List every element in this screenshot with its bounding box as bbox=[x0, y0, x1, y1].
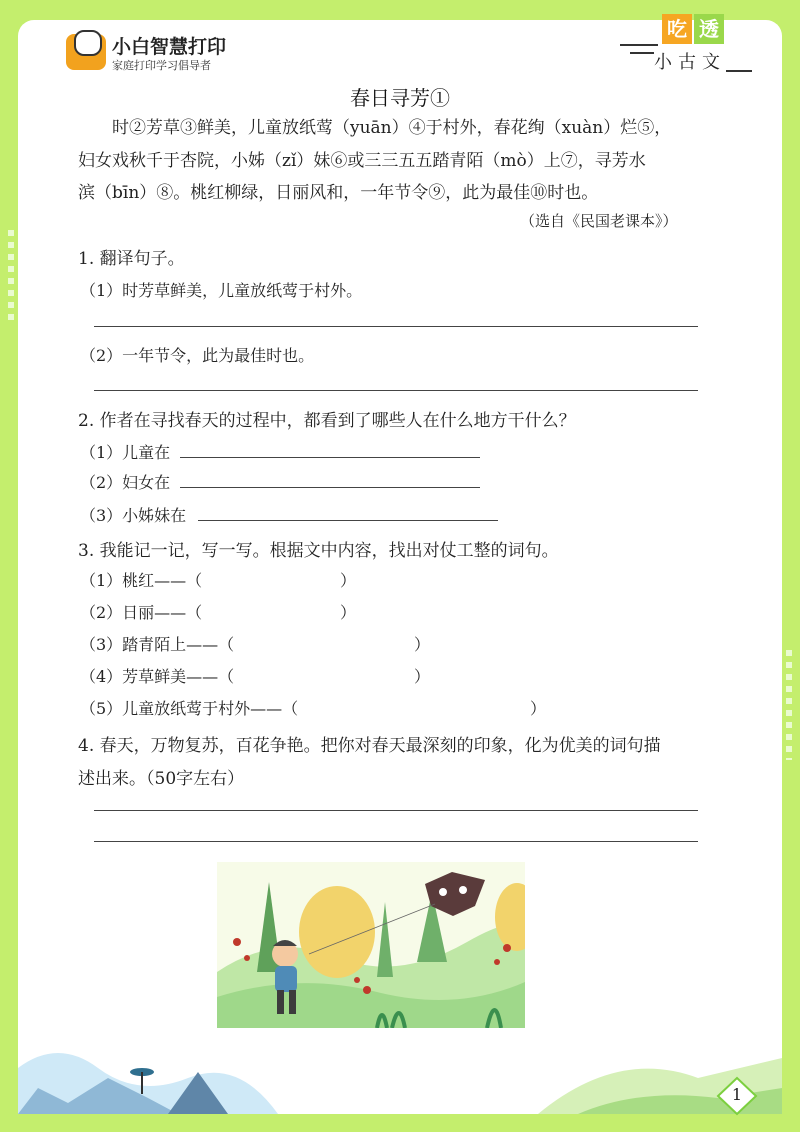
passage-line-3: 滨（bīn）⑧。桃红柳绿，日丽风和，一年节令⑨，此为最佳⑩时也。 bbox=[78, 183, 599, 203]
question-2-item-1: （1）儿童在 bbox=[80, 443, 171, 462]
question-2-item-3: （3）小姊妹在 bbox=[80, 506, 187, 525]
question-3-item-2: （2）日丽——（ bbox=[80, 603, 203, 622]
spring-kite-illustration bbox=[217, 862, 525, 1028]
question-1-item-2: （2）一年节令，此为最佳时也。 bbox=[80, 346, 315, 365]
answer-blank-q2-3[interactable] bbox=[198, 520, 498, 521]
footer-scenery bbox=[18, 1028, 782, 1114]
question-4-prompt-line-2: 述出来。（50字左右） bbox=[78, 769, 245, 789]
printer-mascot-icon bbox=[66, 34, 106, 70]
answer-blank-q2-1[interactable] bbox=[180, 457, 480, 458]
question-1-prompt: 1. 翻译句子。 bbox=[78, 249, 185, 269]
question-3-item-1-close: ） bbox=[340, 571, 357, 590]
answer-line-q1-1[interactable] bbox=[94, 326, 698, 327]
frame-dash-right bbox=[786, 650, 792, 760]
brand-logo bbox=[66, 30, 256, 74]
page-number: 1 bbox=[731, 1085, 743, 1104]
question-3-item-1: （1）桃红——（ bbox=[80, 571, 203, 590]
question-3-item-5-close: ） bbox=[530, 699, 547, 718]
question-4-prompt-line-1: 4. 春天，万物复苏，百花争艳。把你对春天最深刻的印象，化为优美的词句描 bbox=[78, 736, 661, 756]
answer-line-q1-2[interactable] bbox=[94, 390, 698, 391]
badge-subtitle: 小古文 bbox=[654, 52, 726, 73]
question-3-item-3-close: ） bbox=[414, 635, 431, 654]
question-2-prompt: 2. 作者在寻找春天的过程中，都看到了哪些人在什么地方干什么？ bbox=[78, 411, 576, 431]
passage-line-2: 妇女戏秋千于杏院，小姊（zǐ）妹⑥或三三五五踏青陌（mò）上⑦，寻芳水 bbox=[78, 151, 646, 171]
frame-dash-left bbox=[8, 230, 14, 320]
logo-title: 小白智慧打印 bbox=[112, 36, 227, 58]
question-3-item-3: （3）踏青陌上——（ bbox=[80, 635, 235, 654]
passage-source: （选自《民国老课本》） bbox=[520, 212, 678, 230]
logo-subtitle: 家庭打印学习倡导者 bbox=[112, 59, 211, 72]
badge-char-tou: 透 bbox=[694, 14, 724, 44]
question-3-item-2-close: ） bbox=[340, 603, 357, 622]
question-3-prompt: 3. 我能记一记，写一写。根据文中内容，找出对仗工整的词句。 bbox=[78, 541, 559, 561]
question-2-item-2: （2）妇女在 bbox=[80, 473, 171, 492]
answer-line-q4-2[interactable] bbox=[94, 841, 698, 842]
question-3-item-4-close: ） bbox=[414, 667, 431, 686]
answer-blank-q2-2[interactable] bbox=[180, 487, 480, 488]
series-badge bbox=[620, 14, 760, 76]
passage-line-1: 时②芳草③鲜美，儿童放纸莺（yuān）④于村外，春花绚（xuàn）烂⑤， bbox=[78, 118, 672, 138]
answer-line-q4-1[interactable] bbox=[94, 810, 698, 811]
passage-title: 春日寻芳① bbox=[350, 86, 450, 110]
question-1-item-1: （1）时芳草鲜美，儿童放纸莺于村外。 bbox=[80, 281, 363, 300]
question-3-item-5: （5）儿童放纸莺于村外——（ bbox=[80, 699, 299, 718]
question-3-item-4: （4）芳草鲜美——（ bbox=[80, 667, 235, 686]
badge-char-chi: 吃 bbox=[662, 14, 692, 44]
